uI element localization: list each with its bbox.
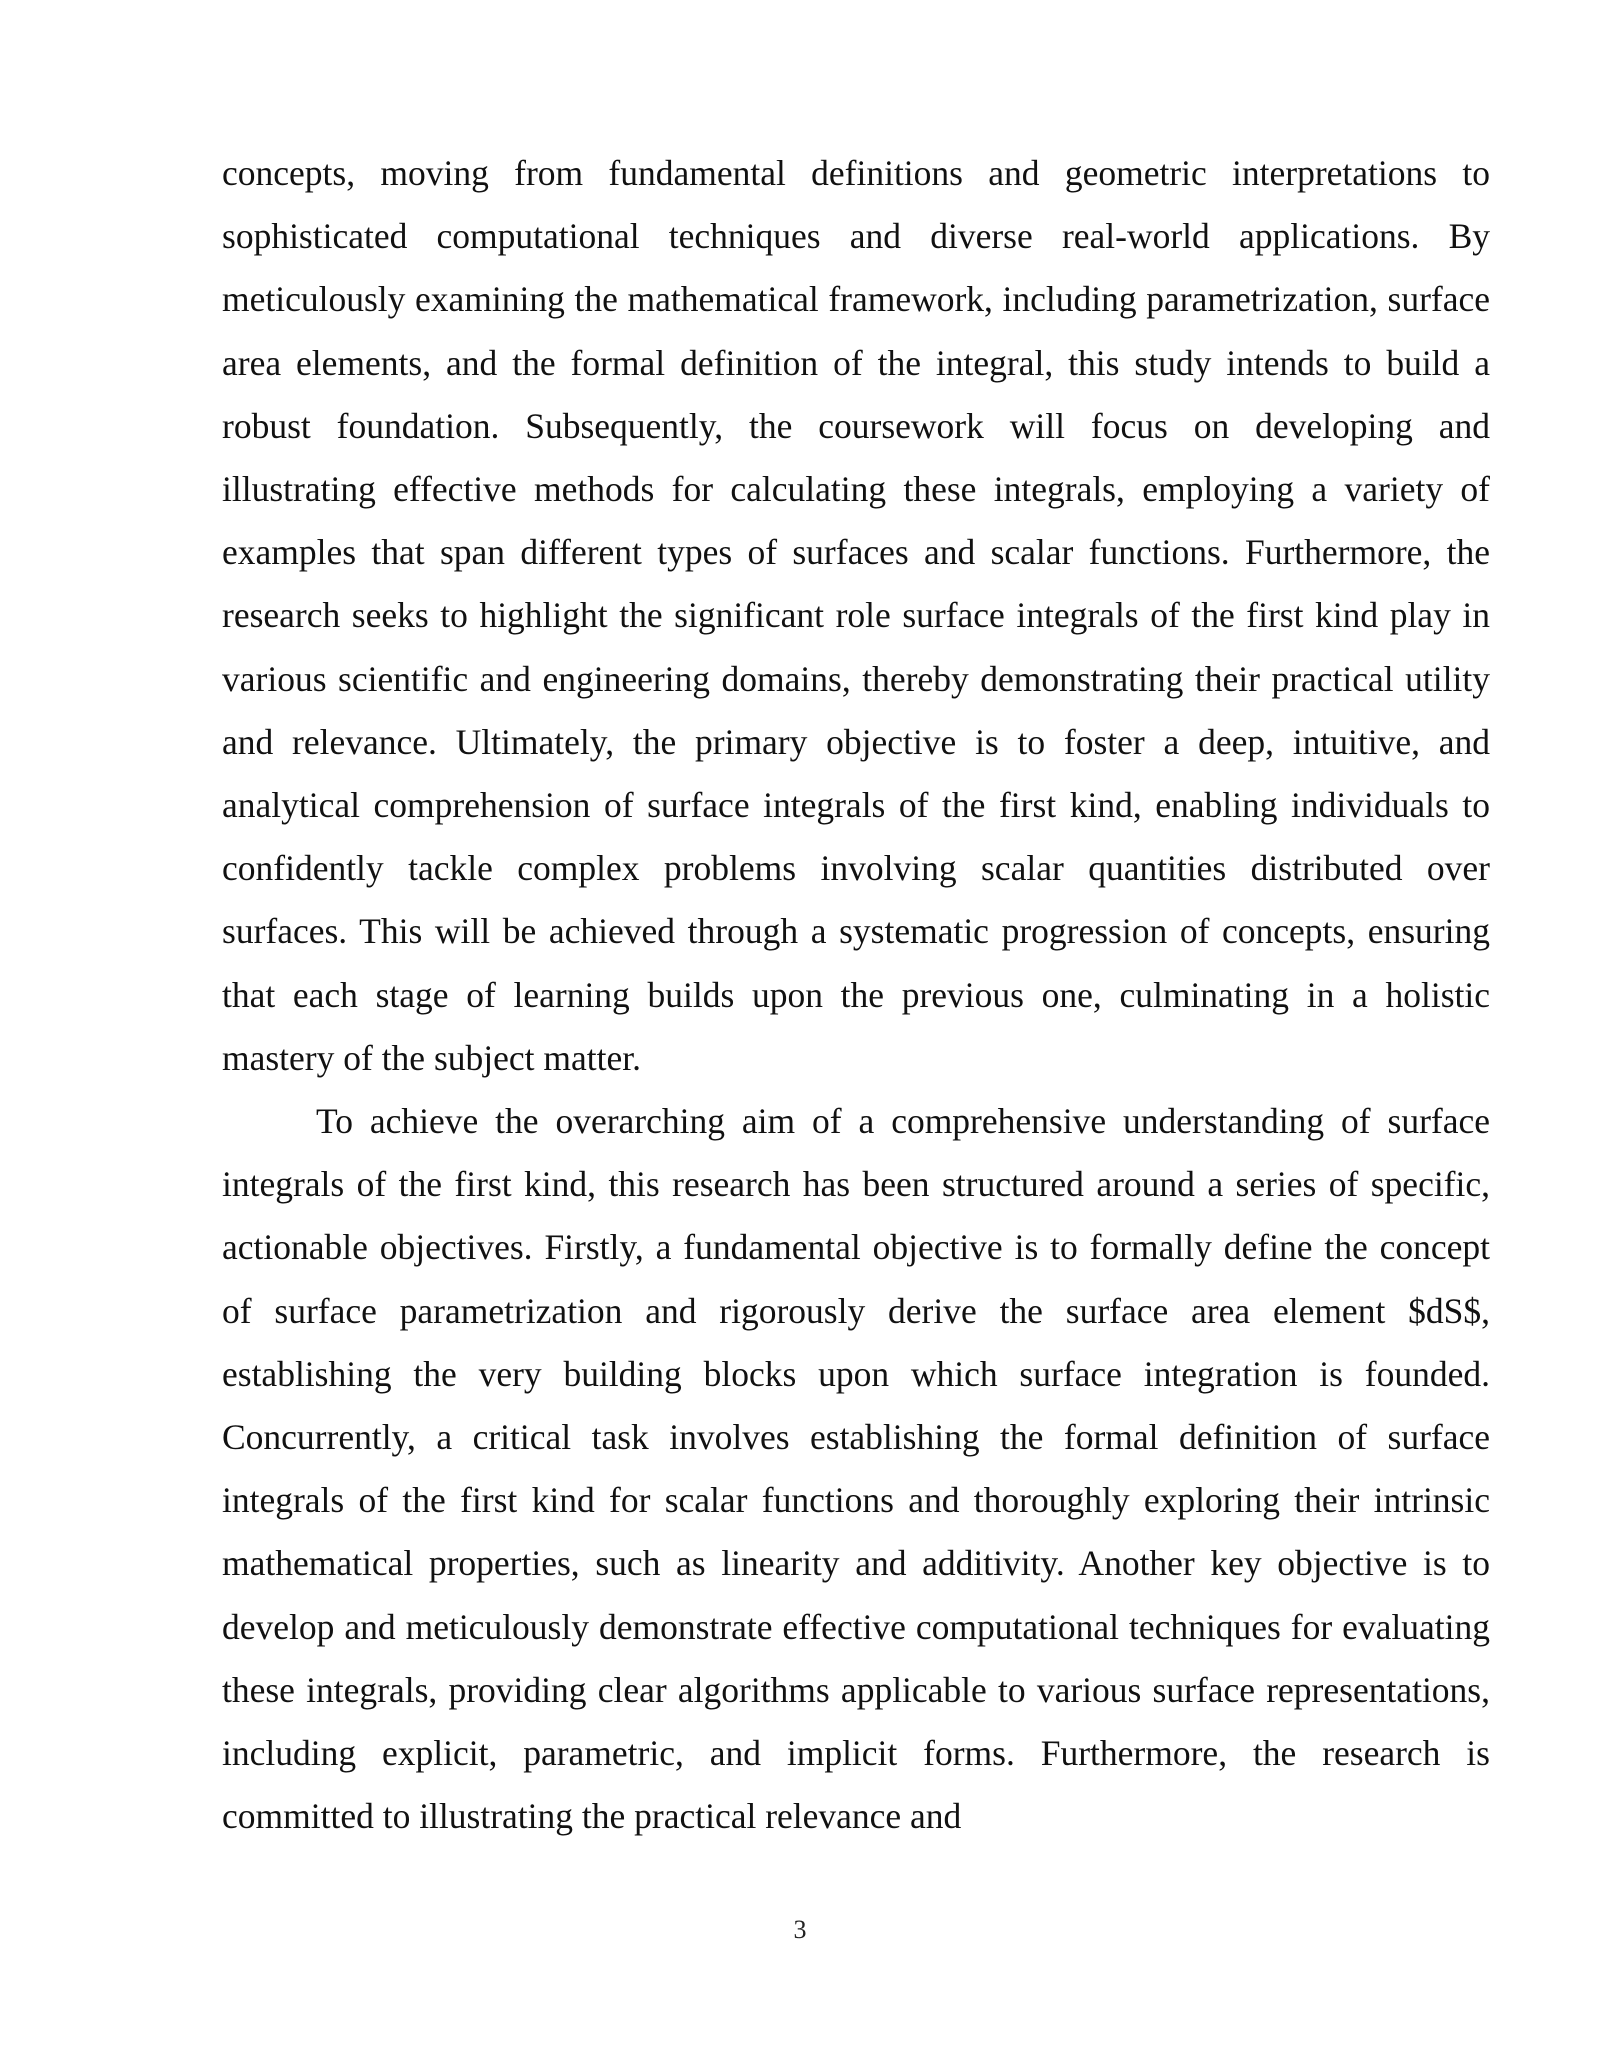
page-number: 3	[793, 1915, 807, 1944]
paragraph-continuation: concepts, moving from fundamental definitions and geometric interpretations to sophisticated computational techniques and diverse real-world applications. By meticulously examining the mathematical framework, including parametrization, surface area elements, and the formal definition of the integral, this study intends to build a robust foundation. Subsequently, the coursework will focus on developing and illustrating effective methods for calculating these integrals, employing a variety of examples that span different types of surfaces and scalar functions. Furthermore, the research seeks to highlight the significant role surface integrals of the first kind play in various scientific and engineering domains, thereby demonstrating their practical utility and relevance. Ultimately, the primary objective is to foster a deep, intuitive, and analytical comprehension of surface integrals of the first kind, enabling individuals to confidently tackle complex problems involving scalar quantities distributed over surfaces. This will be achieved through a systematic progression of concepts, ensuring that each stage of learning builds upon the previous one, culminating in a holistic mastery of the subject matter.	[222, 153, 1490, 1078]
paragraph-objectives: To achieve the overarching aim of a comprehensive understanding of surface integrals of the first kind, this research has been structured around a series of specific, actionable objectives. Firstly, a fundamental objective is to formally define the concept of surface parametrization and rigorously derive the surface area element $dS$, establishing the very building blocks upon which surface integration is founded. Concurrently, a critical task involves establishing the formal definition of surface integrals of the first kind for scalar functions and thoroughly exploring their intrinsic mathematical properties, such as linearity and additivity. Another key objective is to develop and meticulously demonstrate effective computational techniques for evaluating these integrals, providing clear algorithms applicable to various surface representations, including explicit, parametric, and implicit forms. Furthermore, the research is committed to illustrating the practical relevance and	[222, 1101, 1490, 1837]
body-text	[222, 142, 1490, 1848]
